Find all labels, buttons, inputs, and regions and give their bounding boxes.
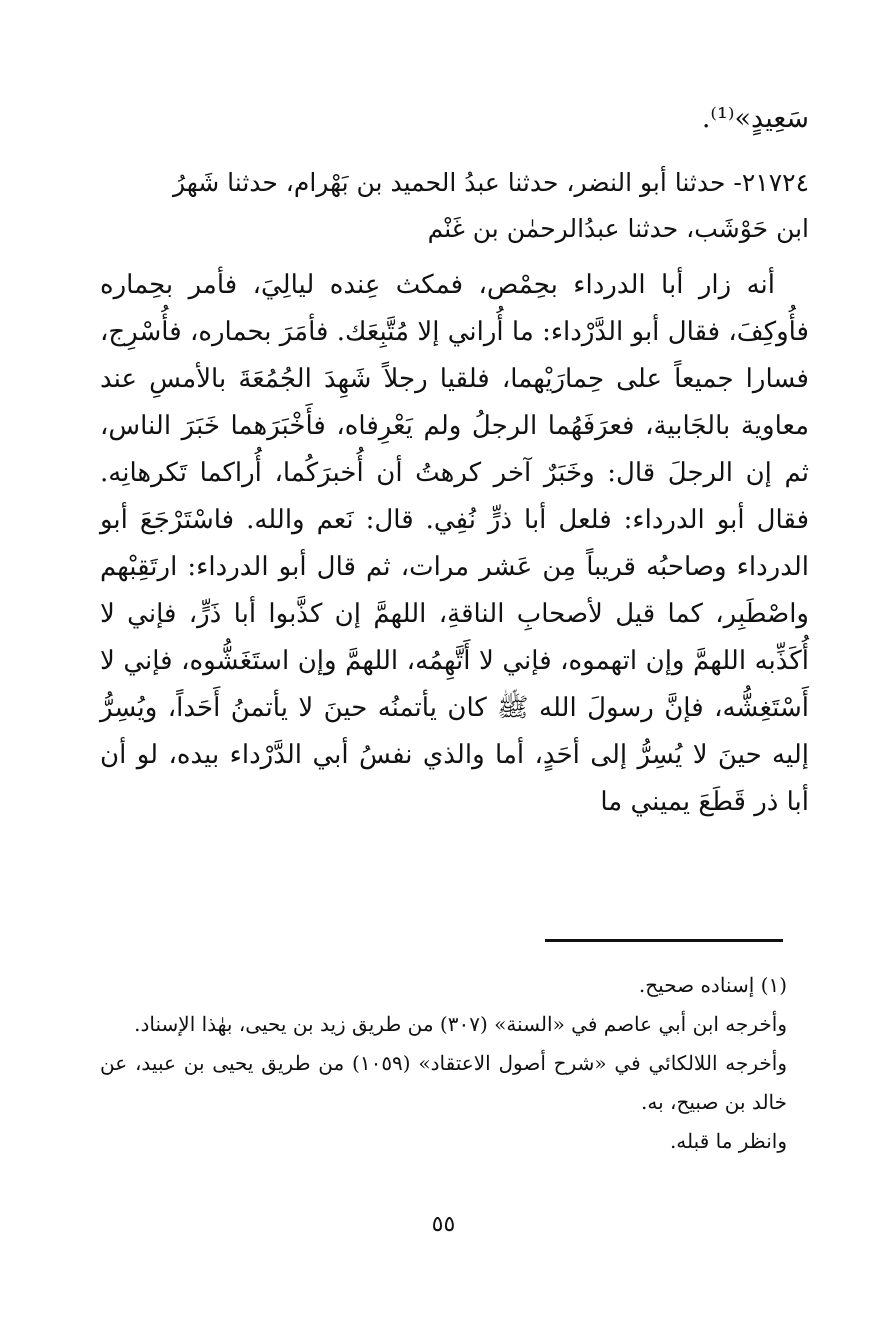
continuation-line: سَعِيدٍ»⁽¹⁾. — [701, 103, 809, 134]
page-number: ٥٥ — [431, 1212, 456, 1237]
isnad-line-2: ابن حَوْشَب، حدثنا عبدُالرحمٰن بن غَنْم — [427, 214, 809, 243]
footnote-source-2: وأخرجه اللالكائي في «شرح أصول الاعتقاد» (١٠٥٩) من طريق يحيى بن عبيد، عن خالد بن صبيح، به. — [100, 1051, 788, 1114]
footnote-1: (١) إسناده صحيح. — [638, 973, 787, 997]
hadith-text — [100, 262, 809, 826]
isnad-line-1: ٢١٧٢٤- حدثنا أبو النضر، حدثنا عبدُ الحميد بن بَهْرام، حدثنا شَهرُ — [172, 168, 809, 197]
hadith-body: أنه زار أبا الدرداء بحِمْص، فمكث عِنده ليالِيَ، فأمر بحِماره فأُوكِفَ، فقال أبو الدَّرْداء: ما أُراني إلا مُتَّبِعَك. فأمَرَ بحماره، فأُسْرِج، فسارا جميعاً على حِمارَيْهما، فلقيا رجلاً شَهِدَ الجُمُعَةَ بالأمسِ عند معاوية بالجَابية، فعرَفَهُما الرجلُ ولم يَعْرِفاه، فأَخْبَرَهما خَبَرَ الناس، ثم إن الرجلَ قال: وخَبَرٌ آخر كرهتُ أن أُخبرَكُما، أُراكما تَكرهانِه. فقال أبو الدرداء: فلعل أبا ذرٍّ نُفِي. قال: نَعم والله. فاسْتَرْجَعَ أبو الدرداء وصاحبُه قريباً مِن عَشر مرات، ثم قال أبو الدرداء: ارتَقِبْهم واصْطَبِر، كما قيل لأصحابِ الناقةِ، اللهمَّ إن كذَّبوا أبا ذَرٍّ، فإني لا أُكَذِّبه اللهمَّ وإن اتهموه، فإني لا أَتَّهِمُه، اللهمَّ وإن استَغَشُّوه، فإني لا أَسْتَغِشُّه، فإنَّ رسولَ الله ﷺ كان يأتمنُه حينَ لا يأتمنُ أَحَداً، ويُسِرُّ إليه حينَ لا يُسِرُّ إلى أحَدٍ، أما والذي نفسُ أبي الدَّرْداء بيده، لو أن أبا ذر قَطَعَ يميني ما — [100, 270, 809, 817]
hadith-isnad — [100, 160, 809, 252]
footnote-see-also: وانظر ما قبله. — [669, 1129, 787, 1153]
footnotes — [100, 966, 787, 1161]
footnote-separator — [545, 939, 783, 942]
footnote-source-1: وأخرجه ابن أبي عاصم في «السنة» (٣٠٧) من طريق زيد بن يحيى، بهٰذا الإسناد. — [134, 1012, 787, 1036]
